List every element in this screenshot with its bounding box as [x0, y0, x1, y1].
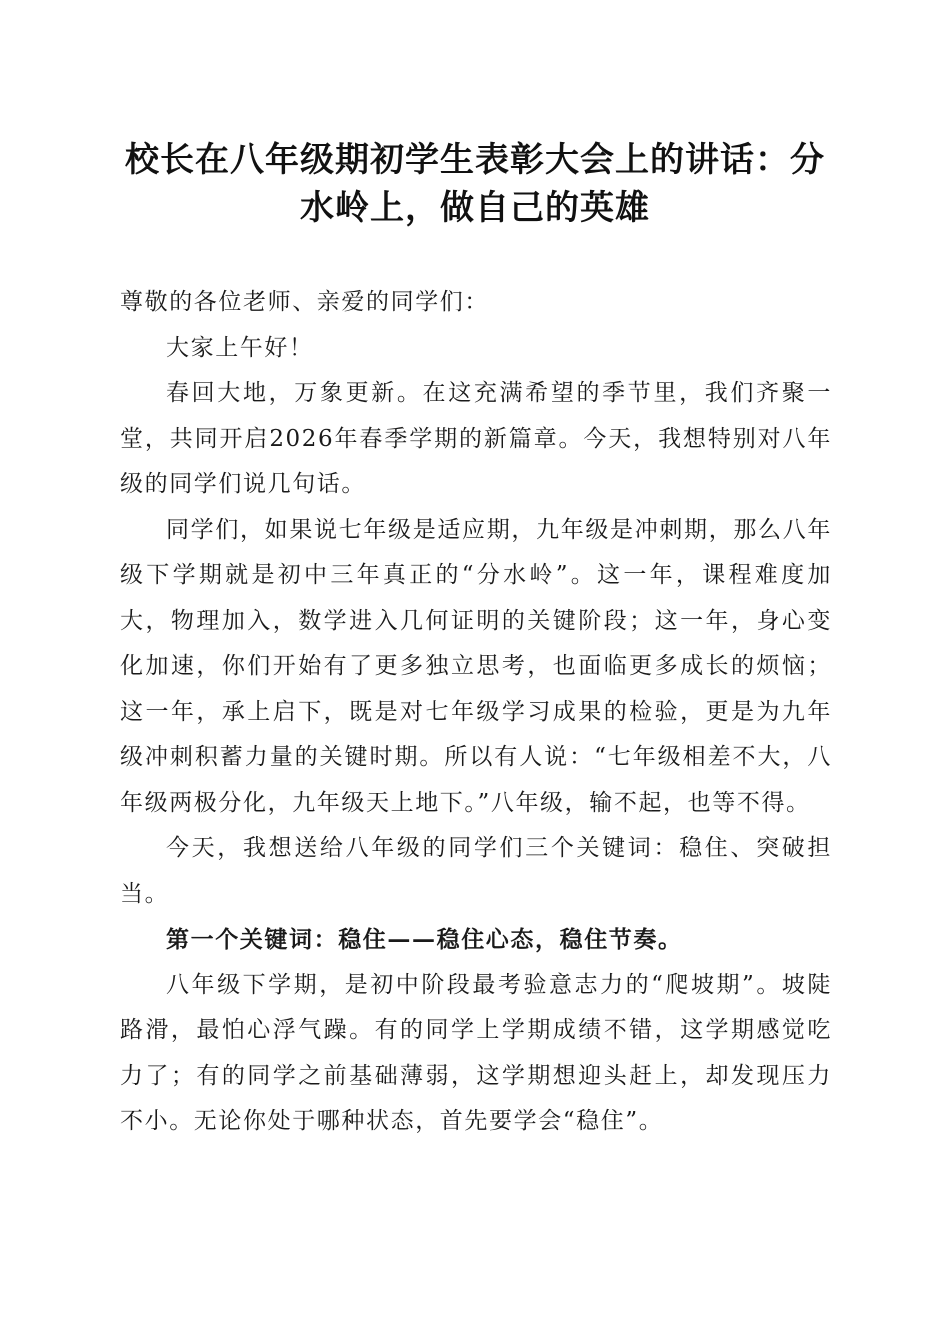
salutation: 尊敬的各位老师、亲爱的同学们：	[120, 289, 489, 315]
document-title: 校长在八年级期初学生表彰大会上的讲话：分水岭上，做自己的英雄	[125, 140, 825, 228]
paragraph-watershed: 同学们，如果说七年级是适应期，九年级是冲刺期，那么八年级下学期就是初中三年真正的“分水岭”。这一年，课程难度加大，物理加入，数学进入几何证明的关键阶段；这一年，身心变化加速，你们开始有了更多独立思考，也面临更多成长的烦恼；这一年，承上启下，既是对七年级学习成果的检验，更是为九年级冲刺积蓄力量的关键时期。所以有人说：“七年级相差不大，八年级两极分化，九年级天上地下。”八年级，输不起，也等不得。	[120, 516, 832, 816]
paragraph-greeting: 大家上午好！	[166, 334, 314, 361]
document-body	[120, 280, 832, 1145]
section-heading-first-keyword: 第一个关键词：稳住——稳住心态，稳住节奏。	[166, 926, 683, 953]
paragraph-stabilize: 八年级下学期，是初中阶段最考验意志力的“爬坡期”。坡陡路滑，最怕心浮气躁。有的同学上学期成绩不错，这学期感觉吃力了；有的同学之前基础薄弱，这学期想迎头赶上，却发现压力不小。无论你处于哪种状态，首先要学会“稳住”。	[120, 971, 832, 1134]
paragraph-keywords: 今天，我想送给八年级的同学们三个关键词：稳住、突破担当。	[120, 835, 832, 907]
paragraph-opening: 春回大地，万象更新。在这充满希望的季节里，我们齐聚一堂，共同开启2026年春季学期的新篇章。今天，我想特别对八年级的同学们说几句话。	[120, 380, 832, 497]
